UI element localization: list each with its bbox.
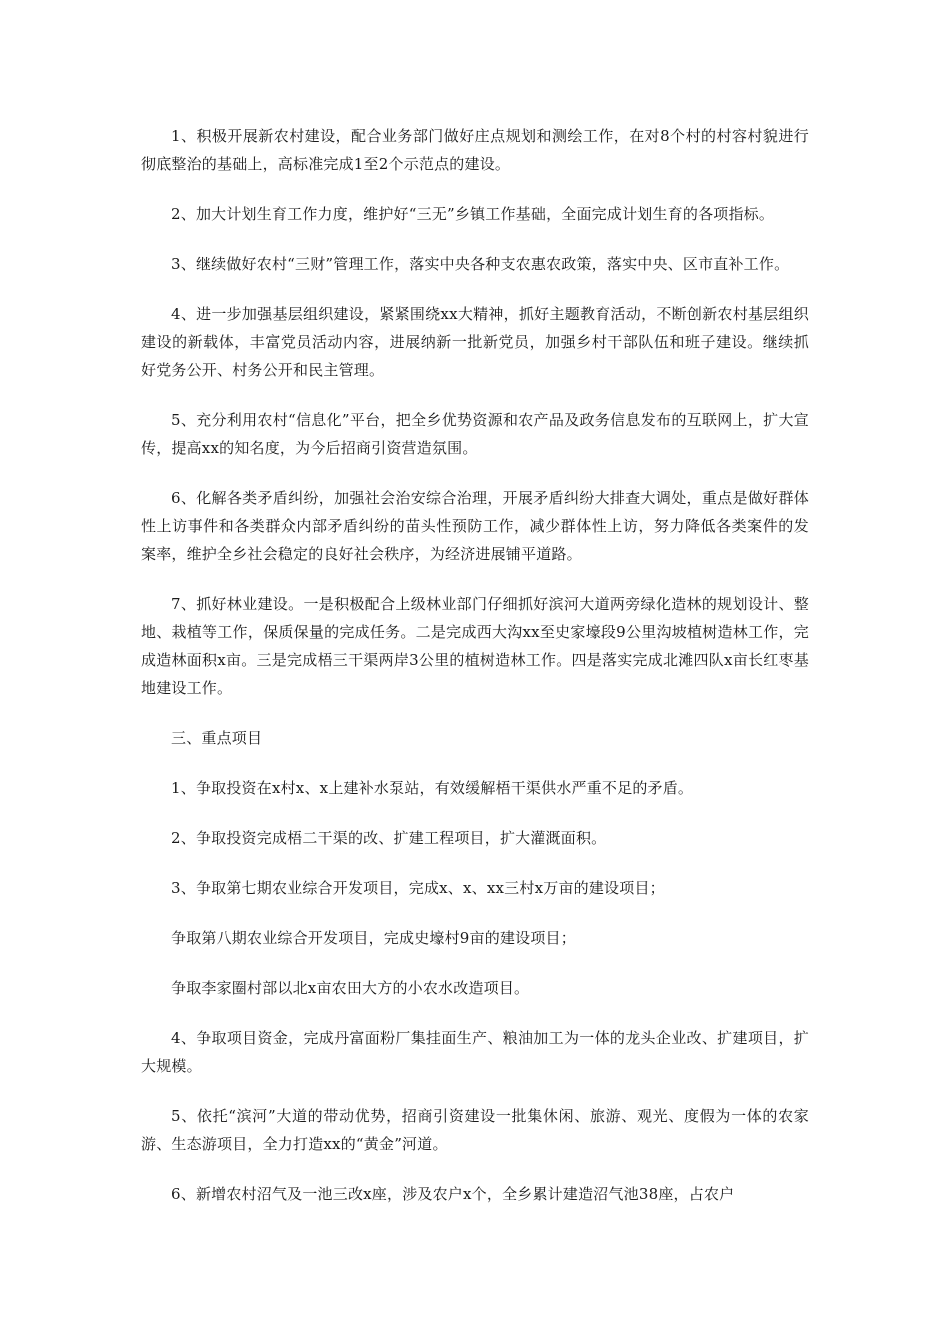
paragraph-task-3: 3、继续做好农村“三财”管理工作，落实中央各种支农惠农政策，落实中央、区市直补工作。 — [171, 255, 790, 273]
document-body — [141, 122, 809, 1208]
paragraph-task-5: 5、充分利用农村“信息化”平台，把全乡优势资源和农产品及政务信息发布的互联网上，扩大宣传，提高xx的知名度，为今后招商引资营造氛围。 — [141, 411, 809, 457]
paragraph-task-4: 4、进一步加强基层组织建设，紧紧围绕xx大精神，抓好主题教育活动，不断创新农村基层组织建设的新载体，丰富党员活动内容，进展纳新一批新党员，加强乡村干部队伍和班子建设。继续抓好党务公开、村务公开和民主管理。 — [141, 305, 809, 379]
paragraph-project-6: 6、新增农村沼气及一池三改x座，涉及农户x个，全乡累计建造沼气池38座，占农户 — [171, 1185, 735, 1203]
paragraph-task-6: 6、化解各类矛盾纠纷，加强社会治安综合治理，开展矛盾纠纷大排查大调处，重点是做好群体性上访事件和各类群众内部矛盾纠纷的苗头性预防工作，减少群体性上访，努力降低各类案件的发案率，维护全乡社会稳定的良好社会秩序，为经济进展铺平道路。 — [141, 489, 809, 563]
paragraph-task-7: 7、抓好林业建设。一是积极配合上级林业部门仔细抓好滨河大道两旁绿化造林的规划设计、整地、栽植等工作，保质保量的完成任务。二是完成西大沟xx至史家壕段9公里沟坡植树造林工作，完成造林面积x亩。三是完成梧三干渠两岸3公里的植树造林工作。四是落实完成北滩四队x亩长红枣基地建设工作。 — [141, 595, 809, 697]
paragraph-task-2: 2、加大计划生育工作力度，维护好“三无”乡镇工作基础，全面完成计划生育的各项指标。 — [171, 205, 775, 223]
paragraph-project-3: 3、争取第七期农业综合开发项目，完成x、x、xx三村x万亩的建设项目； — [171, 879, 665, 897]
paragraph-project-1: 1、争取投资在x村x、x上建补水泵站，有效缓解梧干渠供水严重不足的矛盾。 — [171, 779, 694, 797]
paragraph-project-2: 2、争取投资完成梧二干渠的改、扩建工程项目，扩大灌溉面积。 — [171, 829, 607, 847]
paragraph-project-4: 4、争取项目资金，完成丹富面粉厂集挂面生产、粮油加工为一体的龙头企业改、扩建项目，扩大规模。 — [141, 1029, 809, 1075]
paragraph-project-3-cont-b: 争取李家圈村部以北x亩农田大方的小农水改造项目。 — [171, 979, 530, 997]
section-heading-key-projects: 三、重点项目 — [171, 729, 263, 747]
paragraph-project-3-cont-a: 争取第八期农业综合开发项目，完成史壕村9亩的建设项目； — [171, 929, 576, 947]
paragraph-task-1: 1、积极开展新农村建设，配合业务部门做好庄点规划和测绘工作，在对8个村的村容村貌进行彻底整治的基础上，高标准完成1至2个示范点的建设。 — [141, 127, 809, 173]
paragraph-project-5: 5、依托“滨河”大道的带动优势，招商引资建设一批集休闲、旅游、观光、度假为一体的农家游、生态游项目，全力打造xx的“黄金”河道。 — [141, 1107, 809, 1153]
